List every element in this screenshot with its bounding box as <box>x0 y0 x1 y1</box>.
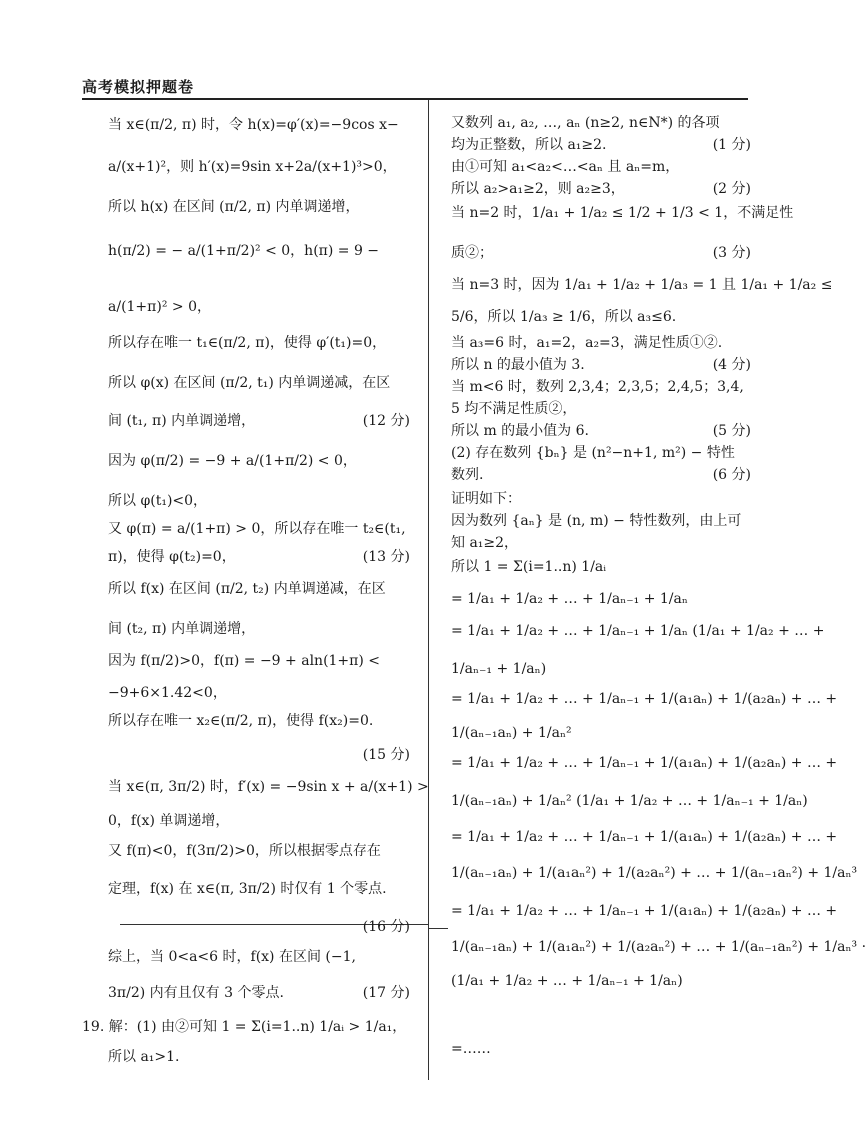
line-text: 1/(aₙ₋₁aₙ) + 1/(a₁aₙ²) + 1/(a₂aₙ²) + … + 1/(aₙ₋₁aₙ²) + 1/aₙ³ <box>451 865 858 881</box>
points-label: (13 分) <box>362 549 410 565</box>
points-label: (2 分) <box>712 181 751 197</box>
text-line <box>108 158 410 176</box>
points-label: (17 分) <box>362 985 410 1001</box>
text-line <box>451 244 751 262</box>
line-text: = 1/a₁ + 1/a₂ + … + 1/aₙ₋₁ + 1/aₙ (1/a₁ + 1/a₂ + … + <box>451 623 825 639</box>
text-line <box>451 902 838 920</box>
line-text: 当 n=3 时，因为 1/a₁ + 1/a₂ + 1/a₃ = 1 且 1/a₁ + 1/a₂ ≤ <box>451 277 833 293</box>
line-text: 所以 1 = Σ(i=1..n) 1/aᵢ <box>451 559 607 575</box>
line-text: 所以 n 的最小值为 3. <box>451 357 585 373</box>
line-text: 所以 m 的最小值为 6. <box>451 423 589 439</box>
text-line <box>451 158 751 176</box>
points-label: (3 分) <box>712 245 751 261</box>
line-text: 所以 a₂>a₁≥2，则 a₂≥3， <box>451 181 625 197</box>
points-label: (15 分) <box>362 747 410 763</box>
points-label: (12 分) <box>362 413 410 429</box>
line-text: 当 m<6 时，数列 2,3,4；2,3,5；2,4,5；3,4, <box>451 379 744 395</box>
text-line <box>451 114 751 132</box>
line-text: 当 x∈(π/2, π) 时，令 h(x)=φ′(x)=−9cos x− <box>108 117 399 133</box>
text-line <box>451 308 751 326</box>
text-line <box>451 622 825 640</box>
line-text: 所以存在唯一 t₁∈(π/2, π)，使得 φ′(t₁)=0， <box>108 335 387 351</box>
text-line <box>451 490 751 508</box>
text-line <box>108 452 410 470</box>
line-text: 1/aₙ₋₁ + 1/aₙ) <box>451 661 547 677</box>
text-line <box>451 512 751 530</box>
line-text: 1/(aₙ₋₁aₙ) + 1/aₙ² <box>451 725 572 741</box>
text-line <box>451 972 751 990</box>
line-text: (1/a₁ + 1/a₂ + … + 1/aₙ₋₁ + 1/aₙ) <box>451 973 683 989</box>
line-text: = 1/a₁ + 1/a₂ + … + 1/aₙ₋₁ + 1/(a₁aₙ) + 1/(a₂aₙ) + … + <box>451 903 838 919</box>
text-line <box>108 374 410 392</box>
text-line <box>108 548 410 566</box>
text-line <box>451 422 751 440</box>
line-text: h(π/2) = − a/(1+π/2)² < 0，h(π) = 9 − <box>108 243 380 259</box>
question-19-line-2: 所以 a₁>1. <box>108 1049 180 1065</box>
line-text: a/(1+π)² > 0， <box>108 299 211 315</box>
line-text: −9+6×1.42<0， <box>108 685 227 701</box>
line-text: =…… <box>451 1041 491 1057</box>
line-text: 间 (t₁, π) 内单调递增， <box>108 413 256 429</box>
line-text: 5/6，所以 1/a₃ ≥ 1/6，所以 a₃≤6. <box>451 309 677 325</box>
text-line <box>451 828 838 846</box>
line-text: 证明如下： <box>451 491 521 507</box>
question-19-line-1: 19. 解：(1) 由②可知 1 = Σ(i=1..n) 1/aᵢ > 1/a₁， <box>82 1019 407 1035</box>
header-rule <box>82 98 748 100</box>
line-text: 0，f(x) 单调递增， <box>108 813 230 829</box>
text-line <box>451 792 808 810</box>
line-text: 5 均不满足性质②， <box>451 401 577 417</box>
text-line <box>108 778 429 796</box>
text-line <box>451 1040 751 1058</box>
line-text: 1/(aₙ₋₁aₙ) + 1/(a₁aₙ²) + 1/(a₂aₙ²) + … + 1/(aₙ₋₁aₙ²) + 1/aₙ³ · <box>451 939 866 955</box>
line-text: 所以 h(x) 在区间 (π/2, π) 内单调递增， <box>108 199 360 215</box>
text-line <box>451 356 751 374</box>
line-text: = 1/a₁ + 1/a₂ + … + 1/aₙ₋₁ + 1/(a₁aₙ) + 1/(a₂aₙ) + … + <box>451 755 838 771</box>
text-line <box>451 136 751 154</box>
text-line <box>108 684 410 702</box>
text-line <box>108 812 410 830</box>
text-line <box>451 864 858 882</box>
line-text: 当 n=2 时，1/a₁ + 1/a₂ ≤ 1/2 + 1/3 < 1，不满足性 <box>451 205 794 221</box>
text-line <box>108 412 410 430</box>
text-line <box>451 534 751 552</box>
line-text: 定理，f(x) 在 x∈(π, 3π/2) 时仅有 1 个零点. <box>108 881 387 897</box>
line-text: 1/(aₙ₋₁aₙ) + 1/aₙ² (1/a₁ + 1/a₂ + … + 1/aₙ₋₁ + 1/aₙ) <box>451 793 808 809</box>
line-text: 3π/2) 内有且仅有 3 个零点. <box>108 985 284 1001</box>
text-line <box>451 276 833 294</box>
page-header-title: 高考模拟押题卷 <box>82 78 195 96</box>
text-line <box>451 334 751 352</box>
text-line <box>451 466 751 484</box>
text-line <box>451 400 751 418</box>
line-text: 因为 f(π/2)>0，f(π) = −9 + aln(1+π) < <box>108 653 381 669</box>
text-line <box>451 378 751 396</box>
points-label: (16 分) <box>362 919 410 935</box>
line-text: 又 φ(π) = a/(1+π) > 0，所以存在唯一 t₂∈(t₁, <box>108 521 406 537</box>
text-line <box>108 948 410 966</box>
text-line <box>108 984 410 1002</box>
line-text: 所以 φ(x) 在区间 (π/2, t₁) 内单调递减，在区 <box>108 375 391 391</box>
text-line <box>451 724 751 742</box>
text-line <box>451 660 751 678</box>
line-text: π)，使得 φ(t₂)=0， <box>108 549 236 565</box>
text-line <box>108 492 410 510</box>
line-text: 综上，当 0<a<6 时，f(x) 在区间 (−1, <box>108 949 356 965</box>
line-text: 因为数列 {aₙ} 是 (n, m) − 特性数列，由上可 <box>451 513 742 529</box>
line-text: 质②； <box>451 245 493 261</box>
text-line <box>108 520 410 538</box>
line-text: = 1/a₁ + 1/a₂ + … + 1/aₙ₋₁ + 1/aₙ <box>451 591 688 607</box>
text-line <box>108 842 410 860</box>
text-line <box>108 880 410 898</box>
line-text: a/(x+1)²，则 h′(x)=9sin x+2a/(x+1)³>0， <box>108 159 397 175</box>
text-line <box>108 580 410 598</box>
text-line <box>108 198 410 216</box>
text-line <box>108 712 410 730</box>
line-text: 当 a₃=6 时，a₁=2，a₂=3，满足性质①②. <box>451 335 723 351</box>
column-divider <box>428 100 429 1080</box>
line-text: = 1/a₁ + 1/a₂ + … + 1/aₙ₋₁ + 1/(a₁aₙ) + 1/(a₂aₙ) + … + <box>451 691 838 707</box>
text-line <box>108 298 410 316</box>
text-line <box>451 444 751 462</box>
line-text: 由①可知 a₁<a₂<…<aₙ 且 aₙ=m， <box>451 159 680 175</box>
text-line <box>108 116 410 134</box>
line-text: 均为正整数，所以 a₁≥2. <box>451 137 607 153</box>
text-line <box>451 754 838 772</box>
text-line <box>451 204 794 222</box>
line-text: 数列. <box>451 467 484 483</box>
points-label: (5 分) <box>712 423 751 439</box>
text-line <box>108 334 410 352</box>
line-text: 所以 f(x) 在区间 (π/2, t₂) 内单调递减，在区 <box>108 581 386 597</box>
section-divider-right <box>428 928 448 929</box>
text-line <box>451 558 751 576</box>
line-text: 当 x∈(π, 3π/2) 时，f′(x) = −9sin x + a/(x+1) > <box>108 779 429 795</box>
line-text: 所以 φ(t₁)<0， <box>108 493 208 509</box>
points-label: (4 分) <box>712 357 751 373</box>
text-line <box>451 590 751 608</box>
line-text: 所以存在唯一 x₂∈(π/2, π)，使得 f(x₂)=0. <box>108 713 374 729</box>
line-text: 间 (t₂, π) 内单调递增， <box>108 621 256 637</box>
points-label: (1 分) <box>712 137 751 153</box>
text-line <box>451 938 866 956</box>
text-line <box>108 620 410 638</box>
line-text: 因为 φ(π/2) = −9 + a/(1+π/2) < 0， <box>108 453 357 469</box>
line-text: = 1/a₁ + 1/a₂ + … + 1/aₙ₋₁ + 1/(a₁aₙ) + 1/(a₂aₙ) + … + <box>451 829 838 845</box>
line-text: 又 f(π)<0，f(3π/2)>0，所以根据零点存在 <box>108 843 381 859</box>
text-line <box>108 652 410 670</box>
line-text: 又数列 a₁, a₂, …, aₙ (n≥2, n∈N*) 的各项 <box>451 115 720 131</box>
text-line <box>451 690 838 708</box>
text-line <box>108 242 410 260</box>
points-label: (6 分) <box>712 467 751 483</box>
text-line <box>451 180 751 198</box>
line-text: 知 a₁≥2， <box>451 535 519 551</box>
line-text: (2) 存在数列 {bₙ} 是 (n²−n+1, m²) − 特性 <box>451 445 735 461</box>
